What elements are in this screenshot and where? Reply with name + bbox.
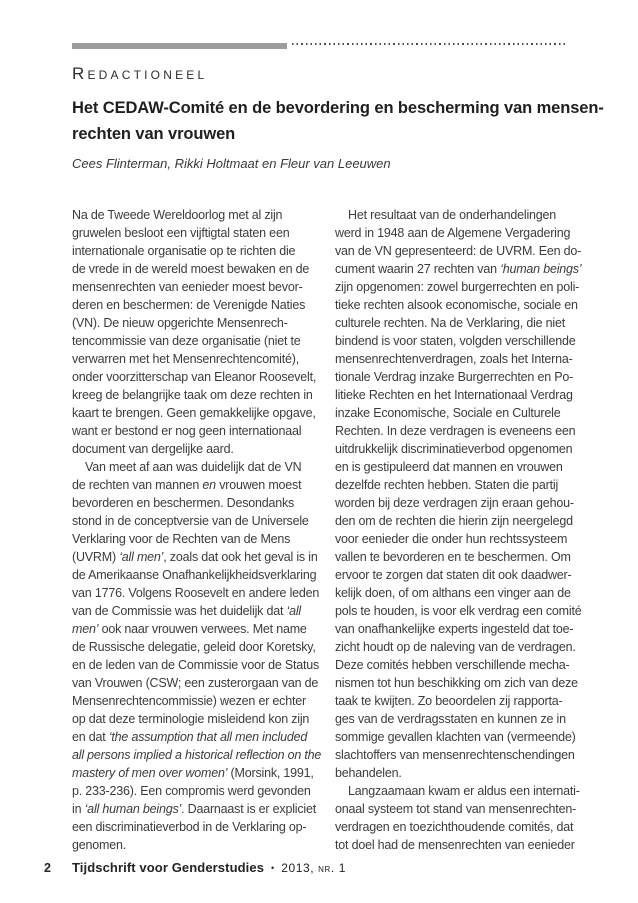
text-line (335, 314, 581, 332)
text-run: van de VN gepresenteerd: de UVRM. Een do- (335, 244, 582, 258)
text-line (72, 440, 318, 458)
article-title (72, 95, 604, 147)
text-run: kelijk doen, of om althans een vinger aan de (335, 586, 571, 600)
text-run: bindend is voor staten, volgden verschillende (335, 334, 576, 348)
text-run: verdragen en toezichthoudende comités, dat (335, 820, 574, 834)
text-run: Mensenrechtencommissie) wezen er echter (72, 694, 306, 708)
column-right (335, 206, 581, 854)
italic-text-run: ‘human beings’ (500, 262, 582, 276)
text-run: ervoor te zorgen dat staten dit ook daadwer- (335, 568, 572, 582)
text-line (72, 458, 318, 476)
text-run: pols te houden, is voor elk verdrag een comité (335, 604, 582, 618)
text-line (335, 368, 581, 386)
text-line (72, 530, 318, 548)
page-number: 2 (44, 861, 51, 875)
text-line (72, 332, 318, 350)
header-rule (72, 43, 578, 49)
text-line (335, 710, 581, 728)
text-line (335, 566, 581, 584)
text-run: gruwelen besloot een vijftigtal staten een (72, 226, 290, 240)
bullet-separator-icon: • (271, 863, 275, 873)
text-run: Verklaring voor de Rechten van de Mens (72, 532, 291, 546)
authors-byline: Cees Flinterman, Rikki Holtmaat en Fleur van Leeuwen (72, 156, 391, 171)
text-line (335, 548, 581, 566)
text-run: tionale Verdrag inzake Burgerrechten en Po- (335, 370, 574, 384)
journal-name: Tijdschrift voor Genderstudies (72, 860, 265, 875)
text-line (72, 638, 318, 656)
text-line (335, 584, 581, 602)
text-line (335, 404, 581, 422)
text-run: in (72, 802, 85, 816)
text-run: internationale organisatie op te richten die (72, 244, 296, 258)
text-line (335, 602, 581, 620)
text-line (335, 458, 581, 476)
text-run: want er bestond er nog geen internationaal (72, 424, 302, 438)
text-line (72, 386, 318, 404)
text-line (335, 422, 581, 440)
text-line (335, 476, 581, 494)
text-run: en is gestipuleerd dat mannen en vrouwen (335, 460, 563, 474)
text-line (72, 566, 318, 584)
text-line (335, 674, 581, 692)
text-run: de rechten van mannen (72, 478, 203, 492)
text-run: (Morsink, 1991, (227, 766, 314, 780)
text-run: zicht houdt op de naleving van de verdragen. (335, 640, 576, 654)
text-run: Deze comités hebben verschillende mecha- (335, 658, 570, 672)
text-run: de Amerikaanse Onafhankelijkheidsverklaring (72, 568, 317, 582)
text-run: tencommissie van deze organisatie (niet te (72, 334, 301, 348)
text-run: tot doel had de mensenrechten van eenieder (335, 838, 575, 852)
text-line (335, 386, 581, 404)
text-run: behandelen. (335, 766, 402, 780)
text-run: nismen tot hun beschikking om zich van deze (335, 676, 578, 690)
text-line (335, 764, 581, 782)
text-run: deren en beschermen: de Verenigde Naties (72, 298, 306, 312)
text-line (335, 350, 581, 368)
text-line (72, 710, 318, 728)
text-run: en de leden van de Commissie voor de Status (72, 658, 320, 672)
text-run: Van meet af aan was duidelijk dat de VN (85, 460, 302, 474)
text-run: document van dergelijke aard. (72, 442, 234, 456)
text-run: slachtoffers van mensenrechtenschendingen (335, 748, 575, 762)
text-run: genomen. (72, 838, 126, 852)
text-run: en dat (72, 730, 109, 744)
text-line (335, 782, 581, 800)
text-line (72, 746, 322, 764)
text-run: (UVRM) (72, 550, 120, 564)
text-line (335, 638, 581, 656)
text-line (335, 296, 581, 314)
text-run: onaal systeem tot stand van mensenrechten- (335, 802, 577, 816)
text-line (335, 728, 581, 746)
text-line (335, 494, 581, 512)
text-run: culturele rechten. Na de Verklaring, die niet (335, 316, 566, 330)
text-run: vrouwen moest (215, 478, 302, 492)
text-line (72, 764, 318, 782)
text-run: dezelfde rechten hebben. Staten die partij (335, 478, 559, 492)
text-line (335, 800, 581, 818)
text-line (335, 242, 581, 260)
text-line (72, 782, 318, 800)
text-run: bevorderen en beschermen. Desondanks (72, 496, 295, 510)
text-run: litieke Rechten en het Internationaal Verdrag (335, 388, 573, 402)
text-run: van Vrouwen (CSW; een zusterorgaan van de (72, 676, 319, 690)
text-line (335, 746, 581, 764)
text-run: werd in 1948 aan de Algemene Vergadering (335, 226, 571, 240)
text-line (335, 332, 581, 350)
text-line (72, 260, 318, 278)
text-line (72, 836, 318, 854)
text-line (72, 404, 318, 422)
text-line (72, 368, 318, 386)
text-line (335, 278, 581, 296)
text-run: van de Commissie was het duidelijk dat (72, 604, 287, 618)
italic-text-run: en (202, 478, 216, 492)
issue-info: 2013, nr. 1 (281, 861, 347, 875)
header-rule-dotted-line (292, 43, 566, 45)
text-run: Rechten. In deze verdragen is eveneens een (335, 424, 576, 438)
article-title-line-2: rechten van vrouwen (72, 125, 236, 143)
text-run: van 1776. Volgens Roosevelt en andere leden (72, 586, 320, 600)
italic-text-run: men’ (72, 622, 99, 636)
italic-text-run: ‘all human beings’ (84, 802, 182, 816)
text-run: mensenrechten van eenieder moest bevor- (72, 280, 303, 294)
text-run: van onafhankelijke experts ingesteld dat toe- (335, 622, 574, 636)
text-line (72, 278, 318, 296)
text-run: ges van de verdragsstaten en kunnen ze in (335, 712, 566, 726)
text-line (72, 818, 318, 836)
text-line (335, 440, 581, 458)
article-body (72, 206, 582, 854)
text-run: Na de Tweede Wereldoorlog met al zijn (72, 208, 283, 222)
text-line (72, 692, 318, 710)
text-run: Het resultaat van de onderhandelingen (348, 208, 557, 222)
italic-text-run: ‘all men’ (119, 550, 164, 564)
text-line (335, 260, 581, 278)
text-run: kaart te brengen. Geen gemakkelijke opgave, (72, 406, 316, 420)
text-line (72, 728, 318, 746)
text-run: den om de rechten die hierin zijn neergelegd (335, 514, 573, 528)
text-line (72, 242, 318, 260)
text-line (72, 476, 318, 494)
text-line (72, 494, 318, 512)
text-line (335, 512, 581, 530)
text-run: de Russische delegatie, geleid door Koretsky, (72, 640, 316, 654)
text-line (335, 620, 581, 638)
text-line (335, 836, 581, 854)
text-run: tieke rechten alsook economische, sociale en (335, 298, 578, 312)
text-run: (VN). De nieuw opgerichte Mensenrech- (72, 316, 288, 330)
text-line (72, 620, 318, 638)
text-run: mensenrechtenverdragen, zoals het Interna- (335, 352, 573, 366)
text-line (335, 224, 581, 242)
text-run: voor eenieder die onder hun rechtssysteem (335, 532, 568, 546)
text-run: stond in de conceptversie van de Universele (72, 514, 309, 528)
text-run: Langzaamaan kwam er aldus een internati- (348, 784, 580, 798)
text-line (72, 584, 318, 602)
text-line (335, 692, 581, 710)
text-line (72, 548, 318, 566)
italic-text-run: all persons implied a historical reflection on the (72, 748, 322, 762)
text-line (335, 206, 581, 224)
text-line (72, 296, 318, 314)
text-run: de vrede in de wereld moest bewaken en de (72, 262, 310, 276)
text-line (72, 800, 318, 818)
section-kicker: Redactioneel (72, 64, 208, 83)
page-footer (44, 860, 346, 875)
text-run: ook naar vrouwen verwees. Met name (98, 622, 307, 636)
text-line (72, 512, 318, 530)
text-line (72, 314, 318, 332)
text-run: vallen te bevorderen en te beschermen. Om (335, 550, 571, 564)
text-run: , zoals dat ook het geval is in (163, 550, 318, 564)
text-run: onder voorzitterschap van Eleanor Roosevelt, (72, 370, 317, 384)
text-run: worden bij deze verdragen zijn eraan gehou- (335, 496, 574, 510)
text-line (72, 224, 318, 242)
column-left (72, 206, 322, 854)
text-run: verwarren met het Mensenrechtencomité), (72, 352, 300, 366)
text-line (72, 206, 318, 224)
text-run: inzake Economische, Sociale en Culturele (335, 406, 561, 420)
text-line (335, 656, 581, 674)
text-run: p. 233-236). Een compromis werd gevonden (72, 784, 311, 798)
italic-text-run: ‘all (286, 604, 302, 618)
text-line (72, 350, 318, 368)
italic-text-run: mastery of men over women’ (72, 766, 228, 780)
text-run: taak te kwijten. Zo beoordelen zij rapporta- (335, 694, 563, 708)
text-line (335, 530, 581, 548)
text-line (72, 674, 318, 692)
text-run: sommige gevallen klachten van (vermeende) (335, 730, 576, 744)
italic-text-run: ‘the assumption that all men included (108, 730, 308, 744)
header-rule-solid-bar (72, 43, 287, 49)
text-run: kreeg de belangrijke taak om deze rechten in (72, 388, 313, 402)
article-title-line-1: Het CEDAW-Comité en de bevordering en bescherming van mensen- (72, 99, 604, 117)
text-line (72, 602, 318, 620)
text-run: uitdrukkelijk discriminatieverbod opgenomen (335, 442, 573, 456)
text-run: zijn opgenomen: zowel burgerrechten en poli- (335, 280, 580, 294)
text-run: . Daarnaast is er expliciet (181, 802, 317, 816)
text-line (335, 818, 581, 836)
text-run: een discriminatieverbod in de Verklaring op- (72, 820, 307, 834)
text-run: op dat deze terminologie misleidend kon zijn (72, 712, 310, 726)
text-run: cument waarin 27 rechten van (335, 262, 501, 276)
text-line (72, 656, 318, 674)
text-line (72, 422, 318, 440)
